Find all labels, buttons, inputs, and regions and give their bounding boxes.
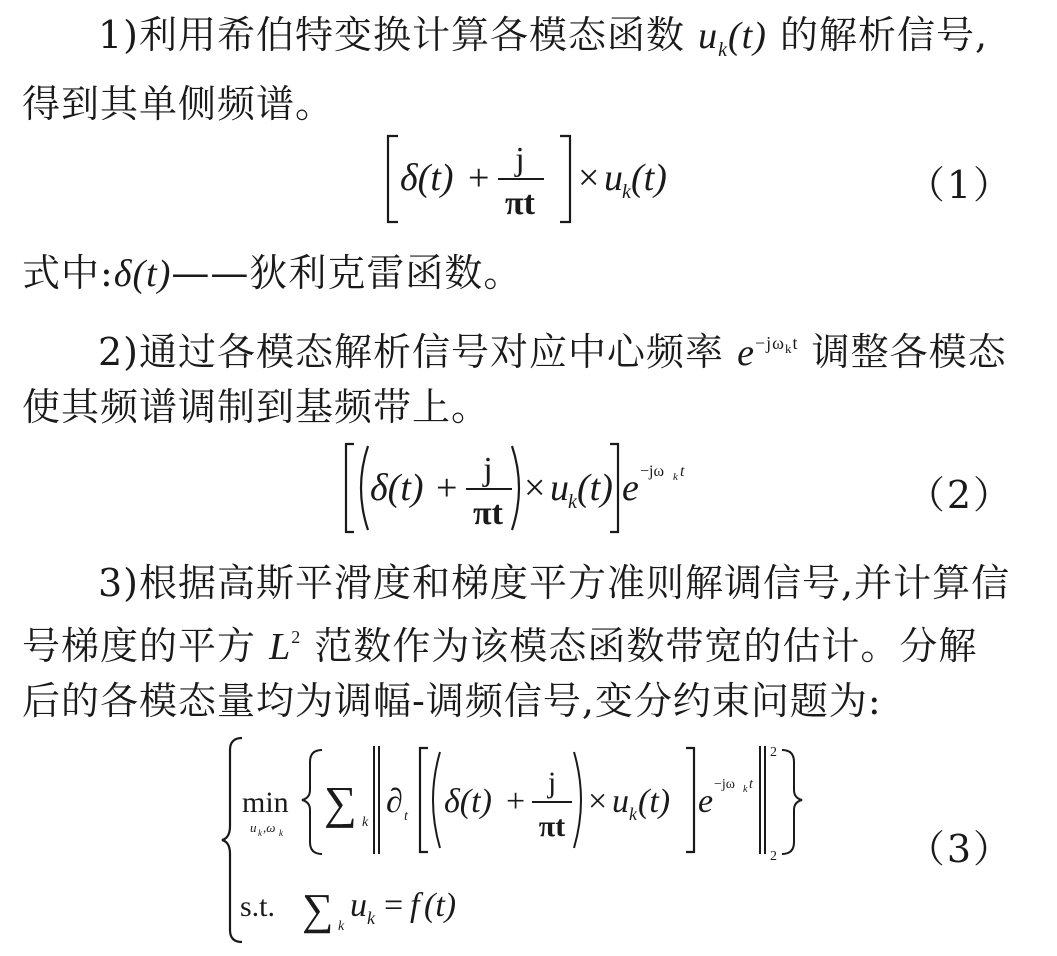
min-sub-k: k [258,828,262,838]
math-u: u [698,15,719,57]
math-sub-k: k [568,491,577,513]
norm-sub: 2 [770,849,777,864]
times-sign: × [578,157,600,199]
min-sub-u: u [250,820,257,835]
left-paren [433,752,440,848]
math-f: f [410,887,420,924]
math-e: e [737,332,755,374]
definition-text: ——狄利克雷函数。 [171,251,523,295]
delta-t: δ(t) [370,467,424,509]
math-exp-t: t [792,333,799,353]
math-exp-t: t [680,463,685,480]
sum-symbol-2: ∑ [302,885,334,934]
math-exp-sub: k [784,341,793,356]
times-sign: × [524,467,546,509]
math-L: L [269,626,292,668]
math-exponent: −jω [640,463,664,480]
delta-t: δ(t) [444,783,492,820]
equation-number-3: （3） [906,827,1013,871]
right-paren [574,752,581,848]
equation-1-graphic [380,128,667,228]
fraction-numerator: j [515,141,525,178]
math-sub-k-2: k [367,908,375,928]
math-exponent: −jω [754,333,785,353]
equation-3-graphic [222,730,822,950]
norm-sup: 2 [770,745,777,760]
math-t: (t) [638,783,671,820]
math-u: u [612,783,629,820]
fraction-denominator: πt [538,810,566,843]
math-u: u [604,157,623,199]
equation-2-graphic [340,436,720,540]
fraction-denominator: πt [505,185,535,222]
math-delta: δ(t) [113,253,172,295]
left-curly [302,750,322,854]
left-brace [222,738,242,942]
step-1-suffix: 的解析信号,得到其单侧频谱。 [22,13,989,126]
right-paren [512,446,519,530]
step-1-text: 1)利用希伯特变换计算各模态函数 [98,13,686,57]
paragraph-step-2 [22,316,1012,434]
min-operator: min [242,786,289,819]
paragraph-step-1 [22,8,1012,131]
times-sign: × [588,783,608,820]
math-sub-k: k [629,804,637,824]
left-paren [361,446,368,530]
math-u: u [550,467,569,509]
subject-to-label: s.t. [240,890,276,923]
definition-prefix: 式中: [22,251,114,295]
sum-sub-k: k [362,815,369,830]
math-L-sup: 2 [291,627,302,647]
math-exp-sub: k [673,471,678,483]
math-exp-t: t [749,777,753,792]
step-3-text: 3)根据高斯平滑度和梯度平方准则解调信号,并计算信号梯度的平方 [22,561,1011,668]
math-t: (t) [577,467,613,509]
equation-number-1: （1） [906,163,1013,207]
math-e: e [698,783,714,820]
partial-sub-t: t [404,809,408,824]
min-sub-omega: ,ω [263,820,276,835]
math-t: (t) [728,15,767,57]
math-exp-sub: k [743,784,748,795]
step-2-suffix: 调整各模态使其频谱调制到基频带上。 [22,330,1007,429]
fraction-denominator: πt [473,495,503,532]
sum-sub-k-2: k [338,919,345,934]
fraction-numerator: j [547,766,557,799]
math-e: e [622,467,639,509]
right-curly [782,750,802,854]
plus-sign: + [436,467,458,509]
plus-sign: + [468,157,490,199]
partial-symbol: ∂ [386,783,403,820]
sum-symbol: ∑ [324,777,357,828]
equals-sign: = [384,887,404,924]
math-sub-k: k [718,39,728,61]
left-bracket [420,748,428,852]
right-bracket [686,748,694,852]
min-sub-k2: k [279,828,283,838]
step-2-text: 2)通过各模态解析信号对应中心频率 [98,330,725,374]
math-exponent: −jω [714,777,735,792]
left-bracket [346,444,354,532]
paragraph-definition [22,246,1012,301]
math-t-2: (t) [424,887,457,924]
math-u-2: u [350,887,367,924]
fraction-numerator: j [483,451,493,488]
paragraph-step-3 [22,556,1012,728]
equation-number-2: （2） [906,473,1013,517]
math-sub-k: k [622,181,631,203]
step-3-suffix: 范数作为该模态函数带宽的估计。分解后的各模态量均为调幅-调频信号,变分约束问题为: [22,624,978,723]
right-bracket [560,136,570,222]
math-t: (t) [631,157,667,199]
left-bracket [388,136,398,222]
delta-t: δ(t) [400,157,454,199]
plus-sign: + [506,783,526,820]
